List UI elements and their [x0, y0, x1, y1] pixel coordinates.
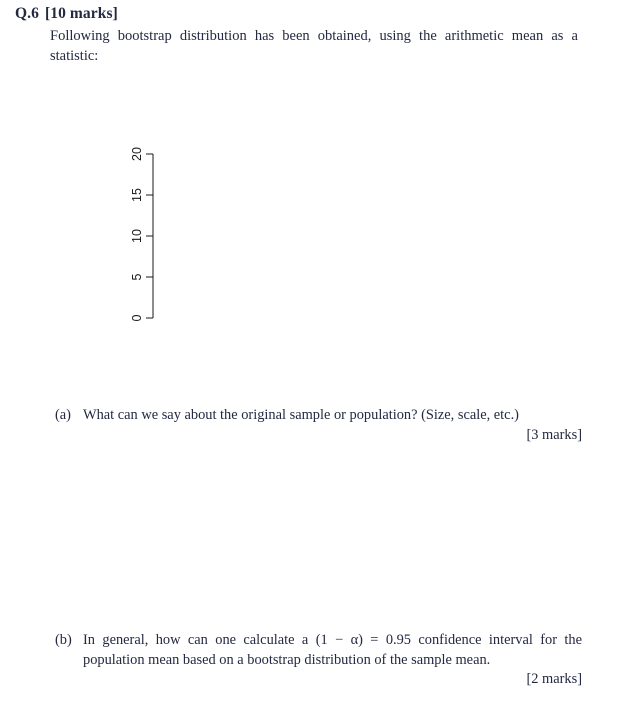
question-marks: [10 marks]: [44, 5, 118, 22]
question-intro: Following bootstrap distribution has been obtained, using the arithmetic mean as a statistic:: [50, 28, 578, 64]
question-part-b: [55, 631, 582, 690]
part-b-marks: [2 marks]: [526, 671, 582, 687]
question-number: Q.6: [15, 5, 39, 22]
bootstrap-histogram-figure: [85, 115, 525, 380]
part-a-text: What can we say about the original sample or population? (Size, scale, etc.): [83, 407, 519, 423]
part-a-marks: [3 marks]: [526, 426, 582, 443]
question-heading: [15, 5, 118, 23]
part-b-label: (b): [55, 632, 72, 648]
y-tick-label: 5: [130, 273, 144, 281]
y-tick-label: 20: [130, 147, 144, 161]
question-part-a: [55, 406, 582, 445]
y-tick-label: 0: [130, 314, 144, 322]
bootstrap-histogram: [85, 115, 525, 380]
y-tick-label: 15: [130, 188, 144, 202]
y-tick-label: 10: [130, 229, 144, 243]
part-a-label: (a): [55, 407, 71, 423]
part-b-text: In general, how can one calculate a (1 − α) = 0.95 confidence interval for the population mean based on a bootstrap distribution of the sample mean.: [83, 632, 582, 668]
